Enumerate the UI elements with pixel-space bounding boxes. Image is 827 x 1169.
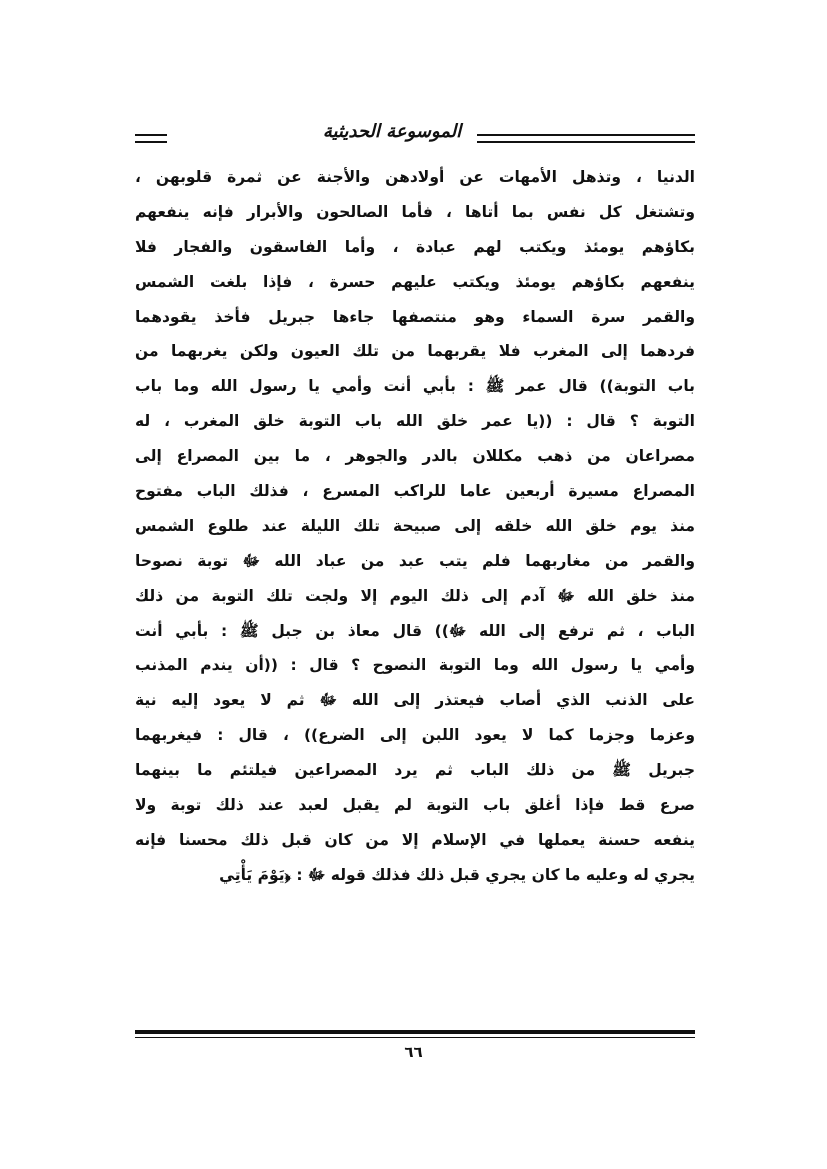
text-line: على الذنب الذي أصاب فيعتذر إلى الله ﷻ ثم لا يعود إليه نية: [135, 691, 695, 710]
text-line: يجري له وعليه ما كان يجري قبل ذلك فذلك قوله ﷻ : ﴿يَوْمَ يَأْتِي: [219, 865, 695, 884]
text-line: التوبة ؟ قال : ((يا عمر خلق الله باب التوبة خلق المغرب ، له: [135, 412, 695, 431]
text-line: منذ يوم خلق الله خلقه إلى صبيحة تلك الليلة عند طلوع الشمس: [135, 516, 695, 535]
footer-rule-thin: [135, 1037, 695, 1038]
text-line: الدنيا ، وتذهل الأمهات عن أولادهن والأجنة عن ثمرة قلوبهن ،: [135, 168, 695, 186]
text-line: والقمر من مغاربهما فلم يتب عبد من عباد الله ﷻ توبة نصوحا: [135, 551, 695, 570]
page-header: [135, 118, 695, 154]
text-line: والقمر سرة السماء وهو منتصفها جاءها جبريل فأخذ يقودهما: [135, 307, 695, 326]
text-line: جبريل ﷺ من ذلك الباب ثم يرد المصراعين فيلتئم ما بينهما: [135, 761, 695, 780]
header-rule-right: [477, 134, 695, 136]
text-line: المصراع مسيرة أربعين عاما للراكب المسرع ، فذلك الباب مفتوح: [135, 482, 695, 501]
header-rule-left: [135, 134, 167, 136]
text-line: ينفعه حسنة يعملها في الإسلام إلا من كان قبل ذلك محسنا فإنه: [135, 830, 695, 849]
page-title: الموسوعة الحديثية: [322, 121, 462, 142]
header-rule-right: [477, 141, 695, 143]
text-line: وعزما وجزما كما لا يعود اللبن إلى الضرع)) ، قال : فيغربهما: [135, 726, 695, 745]
text-line: الباب ، ثم ترفع إلى الله ﷻ)) قال معاذ بن جبل ﷺ : بأبي أنت: [135, 621, 695, 640]
text-line: فردهما إلى المغرب فلا يقربهما من تلك العيون ولكن يغربهما من: [135, 342, 695, 361]
text-line: منذ خلق الله ﷻ آدم إلى ذلك اليوم إلا ولجت تلك التوبة من ذلك: [135, 586, 695, 605]
text-line: بكاؤهم يومئذ ويكتب لهم عبادة ، وأما الفاسقون والفجار فلا: [135, 237, 695, 256]
text-line: باب التوبة)) قال عمر ﷺ : بأبي أنت وأمي يا رسول الله وما باب: [135, 377, 695, 396]
footer-rule-thick: [135, 1030, 695, 1034]
page-number: ٦٦: [404, 1043, 423, 1061]
text-line: وتشتغل كل نفس بما أتاها ، فأما الصالحون والأبرار فإنه ينفعهم: [135, 202, 695, 221]
text-line: مصراعان من ذهب مكللان بالدر والجوهر ، ما بين المصراع إلى: [135, 447, 695, 466]
body-text: [135, 160, 695, 893]
text-line: وأمي يا رسول الله وما التوبة النصوح ؟ قال : ((أن يندم المذنب: [135, 656, 695, 675]
text-line: ينفعهم بكاؤهم يومئذ ويكتب عليهم حسرة ، فإذا بلغت الشمس: [135, 272, 695, 291]
text-line: صرع قط فإذا أغلق باب التوبة لم يقبل لعبد عند ذلك توبة ولا: [135, 796, 695, 815]
header-rule-left: [135, 141, 167, 143]
